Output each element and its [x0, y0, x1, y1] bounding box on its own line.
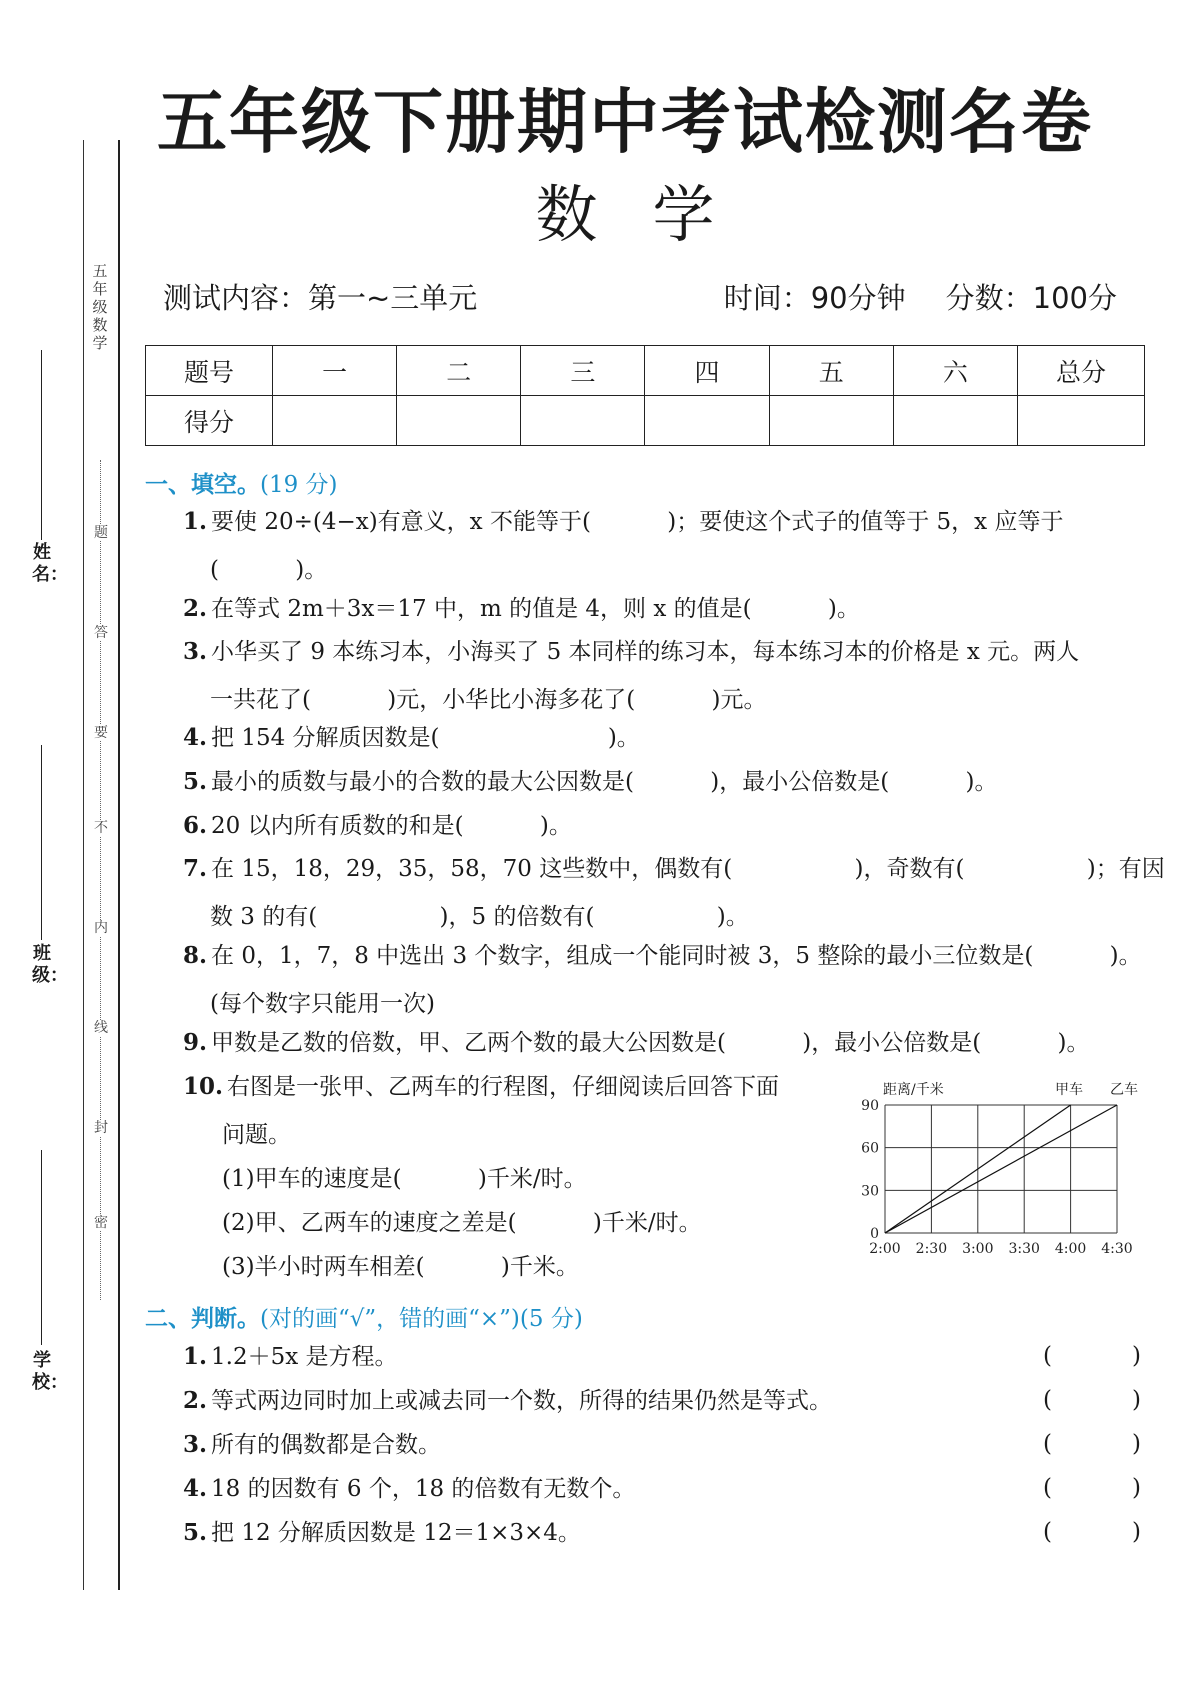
question-1: 1. 要使 20÷(4−x)有意义，x 不能等于( )；要使这个式子的值等于 5，x 应等于	[183, 508, 1064, 535]
binding-outer-line	[83, 140, 84, 1590]
question-7: 7. 在 15，18，29，35，58，70 这些数中，偶数有( )，奇数有( )；有因	[183, 855, 1165, 882]
chart-plot	[845, 1075, 1145, 1270]
time-label: 时间：90分钟	[723, 281, 906, 315]
x-tick-label: 4:00	[1054, 1241, 1087, 1257]
legend-jia: 甲车	[1055, 1082, 1083, 1098]
score-header-cell: 三	[521, 346, 645, 396]
score-header-cell: 五	[769, 346, 893, 396]
name-field[interactable]	[22, 350, 68, 590]
seal-char: 不	[94, 820, 108, 836]
school-label: 学校：	[32, 1350, 68, 1393]
score-header-cell: 题号	[146, 346, 273, 396]
y-tick-label: 90	[861, 1098, 879, 1114]
score-table-score-row	[146, 396, 1145, 446]
question-5: 5. 最小的质数与最小的合数的最大公因数是( )，最小公倍数是( )。	[183, 768, 998, 795]
judge-answer-box[interactable]: ( )	[1043, 1475, 1141, 1501]
travel-chart	[845, 1075, 1145, 1270]
score-table	[145, 345, 1145, 446]
score-input-cell[interactable]	[273, 396, 397, 446]
question-3: 3. 小华买了 9 本练习本，小海买了 5 本同样的练习本，每本练习本的价格是 x 元。两人	[183, 638, 1080, 665]
score-input-cell[interactable]	[521, 396, 645, 446]
x-tick-label: 2:30	[915, 1241, 948, 1257]
question-6: 6. 20 以内所有质数的和是( )。	[183, 812, 572, 839]
seal-char: 题	[94, 525, 108, 541]
score-table-header-row	[146, 346, 1145, 396]
judge-question-4: 4. 18 的因数有 6 个，18 的倍数有无数个。	[183, 1475, 636, 1502]
question-4: 4. 把 154 分解质因数是( )。	[183, 724, 640, 751]
score-header-cell: 一	[273, 346, 397, 396]
school-field[interactable]	[22, 1150, 68, 1400]
section2-title: 二、判断。	[145, 1306, 260, 1332]
judge-answer-box[interactable]: ( )	[1043, 1343, 1141, 1369]
judge-question-2: 2. 等式两边同时加上或减去同一个数，所得的结果仍然是等式。	[183, 1387, 833, 1414]
question-1-cont: ( )。	[210, 557, 328, 583]
y-tick-label: 0	[870, 1226, 879, 1242]
seal-char: 线	[94, 1020, 108, 1036]
section2-note: (对的画“√”，错的画“×”)(5 分)	[260, 1306, 583, 1332]
judge-question-5: 5. 把 12 分解质因数是 12＝1×3×4。	[183, 1519, 581, 1546]
score-header-cell: 二	[397, 346, 521, 396]
judge-answer-box[interactable]: ( )	[1043, 1431, 1141, 1457]
seal-char: 封	[94, 1120, 108, 1136]
section1-heading	[145, 466, 338, 499]
test-content-label: 测试内容：第一~三单元	[163, 281, 478, 315]
section1-note: (19 分)	[260, 472, 338, 498]
name-label: 姓名：	[32, 542, 68, 585]
judge-question-3: 3. 所有的偶数都是合数。	[183, 1431, 442, 1458]
series-line-yi	[885, 1105, 1117, 1233]
question-10-cont: 问题。	[222, 1122, 291, 1148]
legend-yi: 乙车	[1110, 1082, 1138, 1098]
judge-answer-box[interactable]: ( )	[1043, 1387, 1141, 1413]
question-10-sub1: (1)甲车的速度是( )千米/时。	[222, 1166, 587, 1192]
question-8: 8. 在 0，1，7，8 中选出 3 个数字，组成一个能同时被 3，5 整除的最小三位数是( )。	[183, 942, 1142, 969]
seal-char: 要	[94, 725, 108, 741]
judge-answer-box[interactable]: ( )	[1043, 1519, 1141, 1545]
x-tick-label: 3:30	[1008, 1241, 1040, 1257]
time-score-info	[724, 276, 1117, 317]
score-header-cell: 总分	[1018, 346, 1145, 396]
judge-question-1: 1. 1.2＋5x 是方程。	[183, 1343, 398, 1370]
subject-title: 数学	[535, 178, 770, 251]
score-input-cell[interactable]	[397, 396, 521, 446]
chart-ylabel: 距离/千米	[883, 1082, 944, 1098]
binding-dotted-line	[100, 460, 101, 1300]
x-tick-label: 4:30	[1101, 1241, 1133, 1257]
question-8-cont: (每个数字只能用一次)	[210, 991, 435, 1017]
binding-inner-line	[118, 140, 120, 1590]
binding-subject-tag: 五年级数学	[90, 262, 110, 352]
seal-char: 内	[94, 920, 108, 936]
class-field[interactable]	[22, 745, 68, 1000]
question-3-cont: 一共花了( )元，小华比小海多花了( )元。	[210, 687, 767, 713]
question-10: 10. 右图是一张甲、乙两车的行程图，仔细阅读后回答下面	[183, 1073, 780, 1100]
y-tick-label: 30	[861, 1183, 879, 1200]
score-input-cell[interactable]	[1018, 396, 1145, 446]
score-header-cell: 六	[893, 346, 1017, 396]
score-header-cell: 四	[645, 346, 769, 396]
score-input-cell[interactable]	[769, 396, 893, 446]
question-10-sub3: (3)半小时两车相差( )千米。	[222, 1254, 579, 1280]
question-9: 9. 甲数是乙数的倍数，甲、乙两个数的最大公因数是( )，最小公倍数是( )。	[183, 1029, 1090, 1056]
section1-title: 一、填空。	[145, 472, 260, 498]
class-label: 班级：	[32, 943, 68, 986]
seal-char: 密	[94, 1215, 108, 1231]
score-label: 分数：100分	[945, 281, 1117, 315]
x-tick-label: 3:00	[962, 1241, 994, 1257]
x-tick-label: 2:00	[869, 1241, 901, 1257]
score-row-label: 得分	[146, 396, 273, 446]
seal-char: 答	[94, 625, 108, 641]
page-title: 五年级下册期中考试检测名卷	[157, 81, 1093, 163]
score-input-cell[interactable]	[893, 396, 1017, 446]
y-tick-label: 60	[861, 1140, 879, 1157]
score-input-cell[interactable]	[645, 396, 769, 446]
question-10-sub2: (2)甲、乙两车的速度之差是( )千米/时。	[222, 1210, 702, 1236]
question-2: 2. 在等式 2m＋3x＝17 中，m 的值是 4，则 x 的值是( )。	[183, 595, 860, 622]
question-7-cont: 数 3 的有( )，5 的倍数有( )。	[210, 904, 749, 930]
section2-heading	[145, 1300, 583, 1333]
